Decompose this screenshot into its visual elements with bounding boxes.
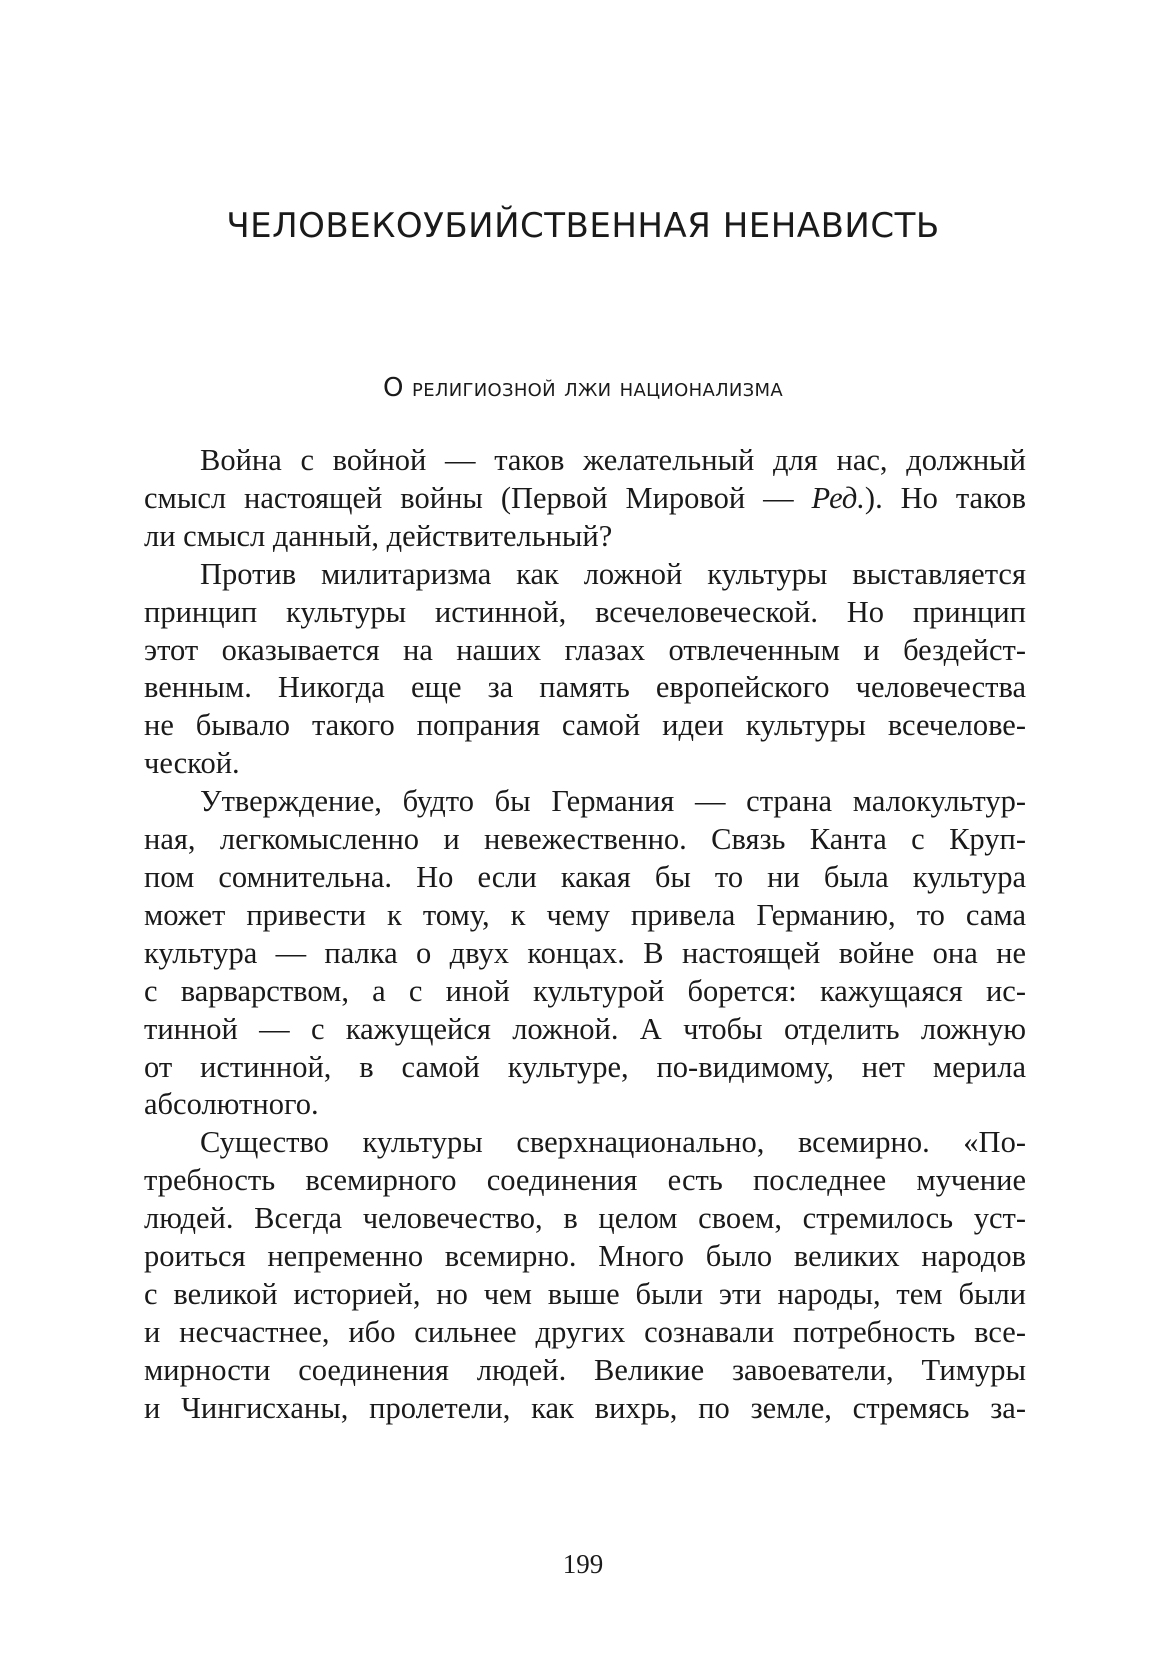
text-line: Утверждение, будто бы Германия — страна малокультур- (200, 784, 1026, 819)
section-title-initial: О (383, 373, 404, 403)
text-line: Война с войной — таков желательный для нас, должный (200, 443, 1026, 477)
section-title-rest: религиозной лжи национализма (403, 373, 783, 402)
text-line: тинной — с кажущейся ложной. А чтобы отделить ложную (144, 1011, 1026, 1046)
text-line: может привести к тому, к чему привела Германию, то сама (144, 897, 1026, 932)
text-line: не бывало такого попрания самой идеи культуры всечелове- (144, 708, 1026, 743)
text-line: с варварством, а с иной культурой борется: кажущаяся ис- (144, 973, 1026, 1008)
text-line: ческой. (144, 746, 240, 781)
text-line: ная, легкомысленно и невежественно. Связь Канта с Круп- (144, 822, 1026, 857)
paragraph (144, 556, 1026, 783)
paragraph (144, 783, 1026, 1124)
text-line: принцип культуры истинной, всечеловеческой. Но принцип (144, 594, 1026, 629)
text-line: смысл настоящей войны (Первой Мировой — Ред.). Но таков (144, 480, 1026, 515)
text-line: мирности соединения людей. Великие завоеватели, Тимуры (144, 1352, 1026, 1387)
page-number: 199 (562, 1549, 604, 1579)
text-line: и несчастнее, ибо сильнее других сознавали потребность все- (144, 1314, 1026, 1349)
text-line: с великой историей, но чем выше были эти народы, тем были (144, 1276, 1026, 1311)
text-line: этот оказывается на наших глазах отвлеченным и бездейст- (144, 632, 1026, 667)
text-line: культура — палка о двух концах. В настоящей войне она не (144, 935, 1026, 970)
text-line: Против милитаризма как ложной культуры выставляется (200, 556, 1026, 591)
text-line: требность всемирного соединения есть последнее мучение (144, 1163, 1026, 1198)
text-line: от истинной, в самой культуре, по-видимому, нет мерила (144, 1049, 1026, 1084)
body-text (144, 442, 1026, 1428)
text-line: роиться непременно всемирно. Много было великих народов (144, 1239, 1026, 1274)
text-line: и Чингисханы, пролетели, как вихрь, по земле, стремясь за- (144, 1390, 1026, 1425)
text-line: пом сомнительна. Но если какая бы то ни была культура (144, 859, 1026, 894)
text-line: ли смысл данный, действительный? (144, 518, 613, 553)
text-line: абсолютного. (144, 1087, 319, 1122)
text-line: венным. Никогда еще за память европейского человечества (144, 670, 1026, 705)
text-line: людей. Всегда человечество, в целом своем, стремилось уст- (144, 1201, 1026, 1236)
editor-note: Ред. (811, 480, 865, 515)
section-title (0, 373, 1166, 403)
chapter-title: ЧЕЛОВЕКОУБИЙСТВЕННАЯ НЕНАВИСТЬ (226, 206, 940, 246)
paragraph (144, 1124, 1026, 1427)
paragraph (144, 442, 1026, 556)
text-line: Существо культуры сверхнационально, всемирно. «По- (200, 1125, 1026, 1160)
